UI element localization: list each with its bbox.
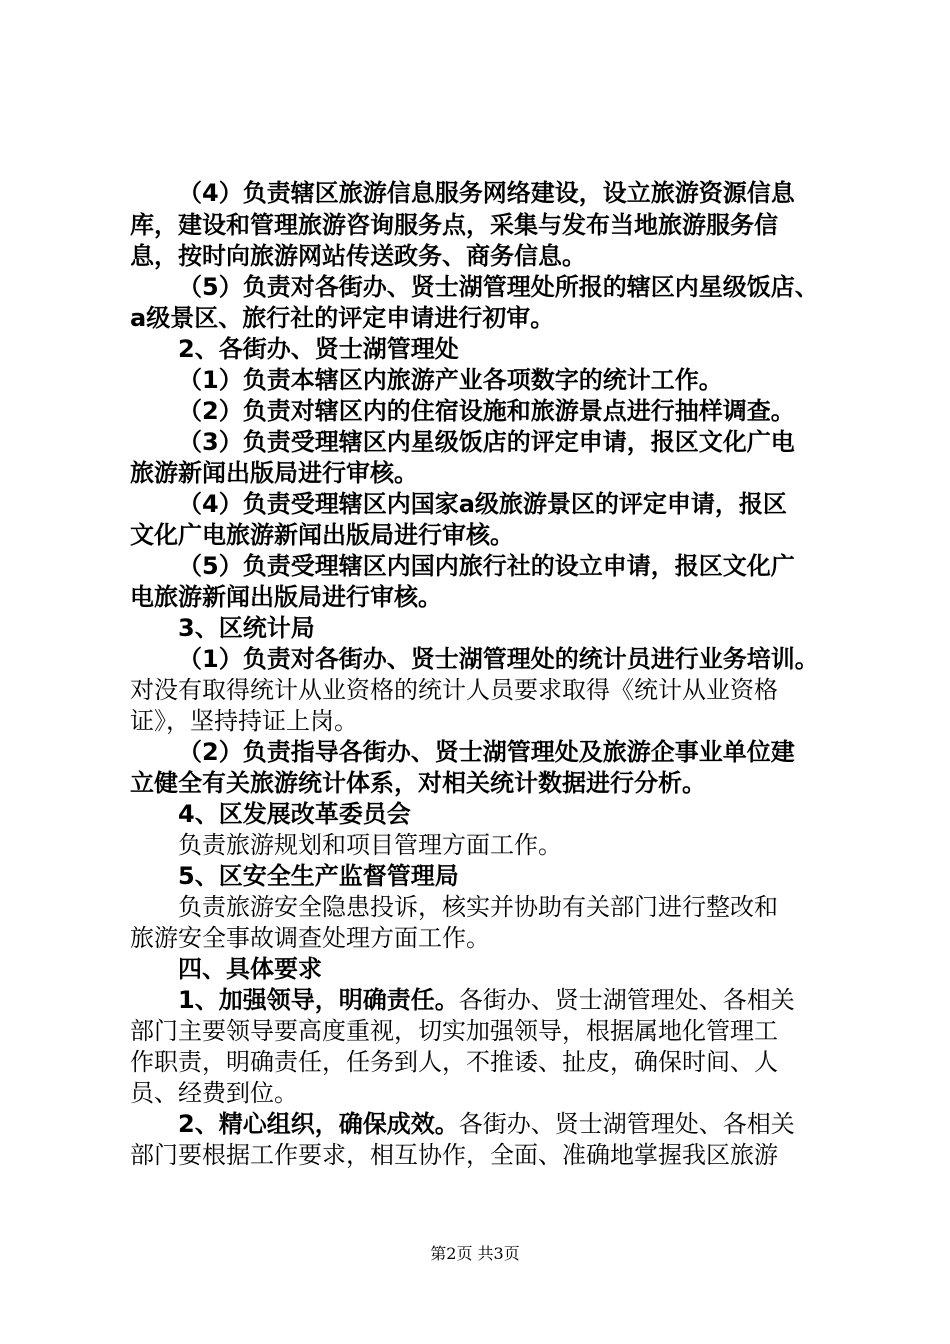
text-run: 部门主要领导要高度重视，切实加强领导，根据属地化管理工 bbox=[130, 1017, 778, 1045]
text-line bbox=[178, 985, 795, 1015]
text-line bbox=[130, 241, 586, 271]
text-line bbox=[178, 334, 459, 364]
text-run: （1）负责对各街办、贤士湖管理处的统计员进行业务培训。 bbox=[178, 645, 819, 673]
text-line bbox=[130, 923, 490, 953]
text-run: 立健全有关旅游统计体系，对相关统计数据进行分析。 bbox=[130, 769, 706, 797]
text-line bbox=[178, 644, 819, 674]
text-run: 旅游新闻出版局进行审核。 bbox=[130, 459, 418, 487]
text-line bbox=[130, 768, 706, 798]
text-line bbox=[130, 303, 554, 333]
text-line bbox=[178, 737, 795, 767]
text-run: （5）负责对各街办、贤士湖管理处所报的辖区内星级饭店、 bbox=[178, 273, 819, 301]
text-line bbox=[130, 1047, 778, 1077]
text-run: 3、区统计局 bbox=[178, 614, 315, 642]
text-line bbox=[178, 365, 723, 395]
text-line bbox=[130, 520, 514, 550]
text-run: （4）负责辖区旅游信息服务网络建设，设立旅游资源信息 bbox=[178, 179, 795, 207]
text-run: 各街办、贤士湖管理处、各相关 bbox=[458, 986, 795, 1014]
text-run: 2、各街办、贤士湖管理处 bbox=[178, 335, 459, 363]
text-line bbox=[178, 892, 778, 922]
text-run: 电旅游新闻出版局进行审核。 bbox=[130, 583, 442, 611]
text-run: 四、具体要求 bbox=[178, 955, 322, 983]
text-run: （3）负责受理辖区内星级饭店的评定申请，报区文化广电 bbox=[178, 428, 795, 456]
text-run: 5、区安全生产监督管理局 bbox=[178, 862, 459, 890]
text-run: （2）负责对辖区内的住宿设施和旅游景点进行抽样调查。 bbox=[178, 397, 795, 425]
text-run: 4、区发展改革委员会 bbox=[178, 800, 411, 828]
text-line bbox=[178, 954, 322, 984]
text-line bbox=[178, 272, 819, 302]
text-line bbox=[178, 1109, 795, 1139]
text-run: 1、加强领导，明确责任。 bbox=[178, 986, 459, 1014]
text-run: 负责旅游安全隐患投诉，核实并协助有关部门进行整改和 bbox=[178, 893, 778, 921]
text-line bbox=[130, 1078, 298, 1108]
text-line bbox=[178, 613, 315, 643]
text-run: 部门要根据工作要求，相互协作，全面、准确地掌握我区旅游 bbox=[130, 1141, 778, 1169]
text-run: 旅游安全事故调查处理方面工作。 bbox=[130, 924, 490, 952]
text-line bbox=[130, 210, 778, 240]
text-line bbox=[130, 675, 778, 705]
text-run: 息，按时向旅游网站传送政务、商务信息。 bbox=[130, 242, 586, 270]
text-line bbox=[178, 861, 459, 891]
text-run: 各街办、贤士湖管理处、各相关 bbox=[458, 1110, 795, 1138]
text-run: （2）负责指导各街办、贤士湖管理处及旅游企事业单位建 bbox=[178, 738, 795, 766]
text-line bbox=[178, 427, 795, 457]
text-run: （4）负责受理辖区内国家a级旅游景区的评定申请，报区 bbox=[178, 490, 787, 518]
text-line bbox=[178, 830, 562, 860]
text-line bbox=[130, 1016, 778, 1046]
text-line bbox=[130, 458, 418, 488]
text-line bbox=[178, 396, 795, 426]
page-footer: 第2页 共3页 bbox=[430, 1244, 520, 1263]
text-run: （1）负责本辖区内旅游产业各项数字的统计工作。 bbox=[178, 366, 723, 394]
text-run: 库，建设和管理旅游咨询服务点，采集与发布当地旅游服务信 bbox=[130, 211, 778, 239]
text-run: 员、经费到位。 bbox=[130, 1079, 298, 1107]
text-run: 证》，坚持持证上岗。 bbox=[130, 707, 358, 735]
text-line bbox=[130, 706, 358, 736]
text-run: 文化广电旅游新闻出版局进行审核。 bbox=[130, 521, 514, 549]
text-line bbox=[178, 178, 795, 208]
text-line bbox=[130, 582, 442, 612]
text-run: 作职责，明确责任，任务到人，不推诿、扯皮，确保时间、人 bbox=[130, 1048, 778, 1076]
text-run: a级景区、旅行社的评定申请进行初审。 bbox=[130, 304, 555, 332]
text-line bbox=[178, 551, 795, 581]
text-line bbox=[178, 799, 411, 829]
text-run: （5）负责受理辖区内国内旅行社的设立申请，报区文化广 bbox=[178, 552, 795, 580]
text-line bbox=[130, 1140, 778, 1170]
text-line bbox=[178, 489, 787, 519]
text-run: 对没有取得统计从业资格的统计人员要求取得《统计从业资格 bbox=[130, 676, 778, 704]
text-run: 负责旅游规划和项目管理方面工作。 bbox=[178, 831, 562, 859]
text-run: 2、精心组织，确保成效。 bbox=[178, 1110, 459, 1138]
